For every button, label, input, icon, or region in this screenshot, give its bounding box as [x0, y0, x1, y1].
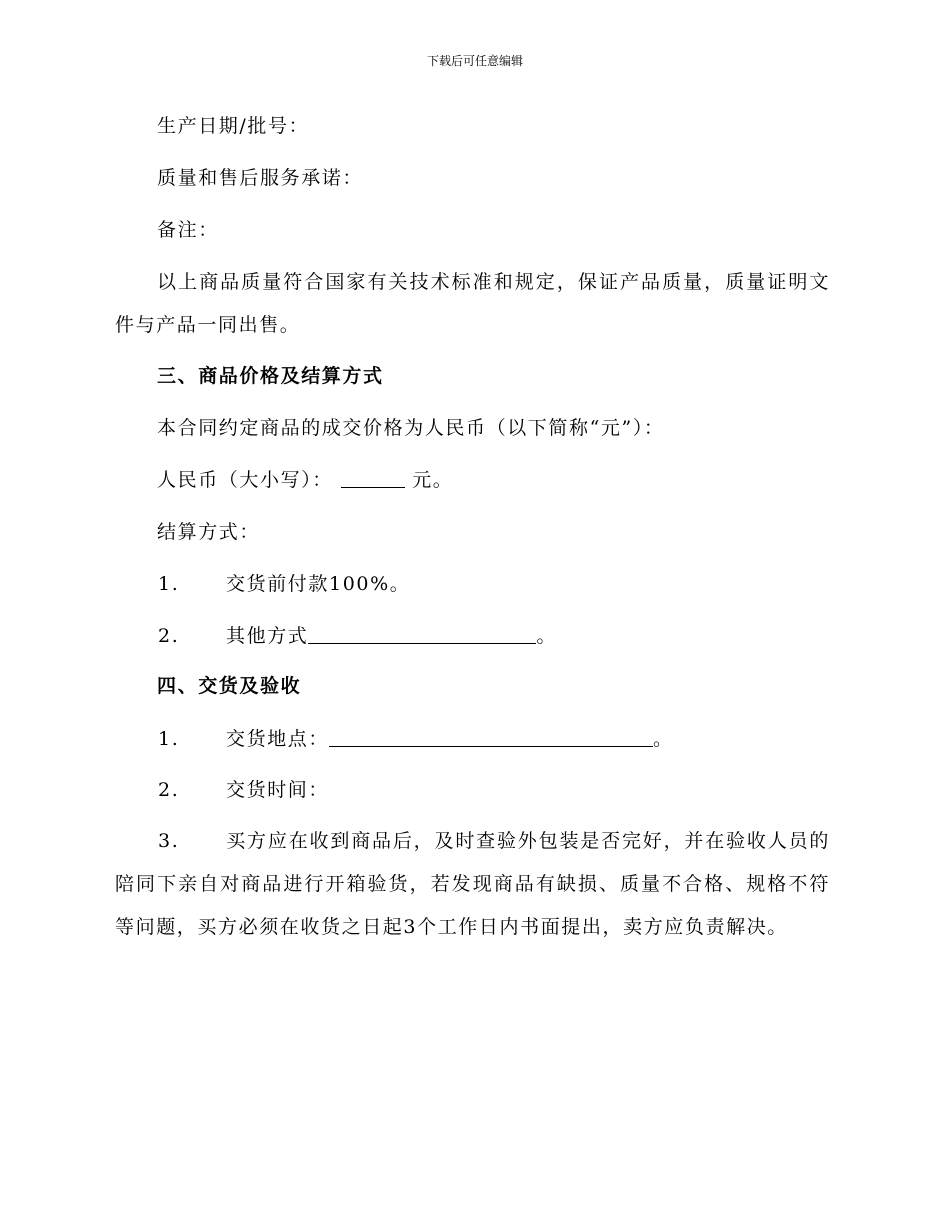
rmb-amount-line [115, 459, 830, 502]
item-text: 交货地点： [226, 728, 330, 750]
delivery-item-2 [158, 769, 838, 812]
quality-statement-paragraph: 以上商品质量符合国家有关技术标准和规定，保证产品质量，质量证明文件与产品一同出售。 [115, 271, 830, 336]
delivery-item-1 [158, 718, 838, 761]
delivery-item-3 [115, 820, 830, 949]
production-date-line: 生产日期/批号： [157, 115, 310, 137]
rmb-unit: 元。 [412, 469, 454, 491]
item-text: 买方应在收到商品后，及时查验外包装是否完好，并在验收人员的陪同下亲自对商品进行开箱验货，若发现商品有缺损、质量不合格、规格不符等问题，买方必须在收货之日起3个工作日内书面提出，卖方应负责解决。 [115, 830, 830, 938]
delivery-location-blank[interactable] [329, 724, 653, 747]
settlement-label: 结算方式： [157, 521, 261, 543]
section-3-title: 三、商品价格及结算方式 [157, 365, 384, 387]
item-suffix: 。 [653, 728, 674, 750]
item-text: 交货前付款100%。 [226, 573, 411, 595]
item-text: 其他方式 [226, 625, 309, 647]
item-number: 2. [158, 779, 180, 801]
item-number: 1. [158, 728, 180, 750]
settlement-item-1 [158, 563, 838, 606]
remarks-line: 备注： [157, 219, 219, 241]
price-intro-line: 本合同约定商品的成交价格为人民币（以下简称“元”）： [157, 417, 665, 439]
item-number: 3. [158, 830, 180, 852]
settlement-item-2 [158, 615, 838, 658]
page-header: 下载后可任意编辑 [426, 54, 523, 68]
item-number: 2. [158, 625, 180, 647]
item-number: 1. [158, 573, 180, 595]
rmb-amount-blank[interactable] [341, 465, 405, 488]
item-text: 交货时间： [226, 779, 330, 801]
item-suffix: 。 [536, 625, 558, 647]
section-4-title: 四、交货及验收 [157, 675, 302, 697]
other-method-blank[interactable] [308, 621, 536, 644]
quality-promise-line: 质量和售后服务承诺： [157, 167, 364, 189]
rmb-label: 人民币（大小写）： [157, 469, 333, 491]
